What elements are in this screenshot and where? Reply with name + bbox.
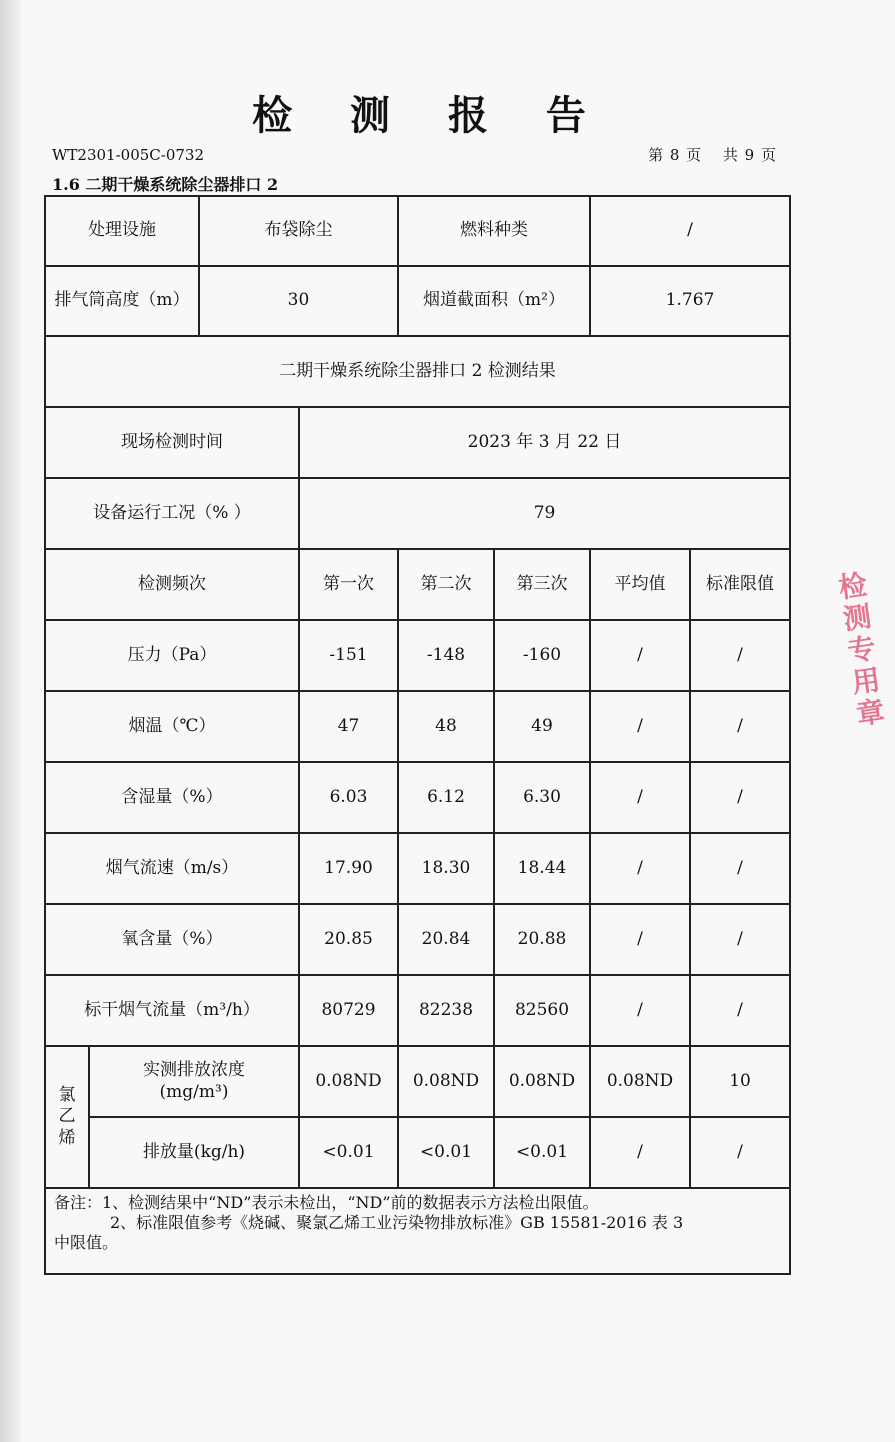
table-row [45,904,790,975]
info-row-2 [45,266,790,336]
flue-area-value: 1.767 [590,266,790,336]
page-edge-shadow [0,0,22,1442]
condition-value: 79 [299,478,790,549]
note-line: 中限值。 [54,1233,119,1252]
table-cell: 0.08ND [299,1046,398,1117]
table-cell: / [590,691,690,762]
row-label: 标干烟气流量（m³/h） [45,975,299,1046]
table-cell: / [590,762,690,833]
table-row [45,762,790,833]
stack-height-label: 排气筒高度（m） [45,266,199,336]
fuel-value: / [590,196,790,266]
note-line: 2、标准限值参考《烧碱、聚氯乙烯工业污染物排放标准》GB 15581-2016 表 3 [110,1213,684,1232]
facility-label: 处理设施 [45,196,199,266]
table-cell: <0.01 [494,1117,590,1188]
flue-area-label: 烟道截面积（m²） [398,266,590,336]
table-cell: -148 [398,620,494,691]
row-label: 氧含量（%） [45,904,299,975]
facility-value: 布袋除尘 [199,196,398,266]
table-cell: 0.08ND [398,1046,494,1117]
pollutant-name-text: 氯乙烯 [58,1085,76,1148]
table-cell: <0.01 [299,1117,398,1188]
results-heading: 二期干燥系统除尘器排口 2 检测结果 [45,336,790,407]
column-header: 第一次 [299,549,398,620]
table-cell: 18.44 [494,833,590,904]
seal-stamp: 检测专用章 [832,569,888,733]
notes-cell [45,1188,790,1274]
row-label: 烟气流速（m/s） [45,833,299,904]
column-header: 第三次 [494,549,590,620]
condition-row [45,478,790,549]
table-cell: / [590,1117,690,1188]
table-cell: 17.90 [299,833,398,904]
table-cell: 0.08ND [590,1046,690,1117]
table-cell: / [590,620,690,691]
table-row [45,691,790,762]
column-header: 平均值 [590,549,690,620]
column-header-row [45,549,790,620]
time-value: 2023 年 3 月 22 日 [299,407,790,478]
results-table [44,195,791,1275]
table-cell: 20.84 [398,904,494,975]
section-title: 1.6 二期干燥系统除尘器排口 2 [52,175,279,194]
table-cell: 20.88 [494,904,590,975]
document-title: 检 测 报 告 [252,92,608,139]
fuel-label: 燃料种类 [398,196,590,266]
table-cell: 47 [299,691,398,762]
row-label: 烟温（℃） [45,691,299,762]
conc-label-line2: (mg/m³) [159,1081,229,1102]
row-label: 压力（Pa） [45,620,299,691]
conc-label-line1: 实测排放浓度 [143,1060,245,1081]
page-indicator: 第 8 页 共 9 页 [648,146,776,164]
pollutant-conc-row [45,1046,790,1117]
rate-label: 排放量(kg/h) [89,1117,299,1188]
table-cell: 80729 [299,975,398,1046]
column-header: 检测频次 [45,549,299,620]
table-row [45,975,790,1046]
stack-height-value: 30 [199,266,398,336]
table-cell: <0.01 [398,1117,494,1188]
table-cell: / [690,620,790,691]
table-cell: / [590,975,690,1046]
table-cell: / [690,904,790,975]
table-cell: 48 [398,691,494,762]
table-cell: 0.08ND [494,1046,590,1117]
table-cell: 20.85 [299,904,398,975]
column-header: 第二次 [398,549,494,620]
table-cell: 49 [494,691,590,762]
table-cell: 18.30 [398,833,494,904]
table-cell: 82560 [494,975,590,1046]
table-cell: 6.03 [299,762,398,833]
table-cell: 6.12 [398,762,494,833]
table-cell: 82238 [398,975,494,1046]
row-label: 含湿量（%） [45,762,299,833]
report-number: WT2301-005C-0732 [52,146,205,164]
info-row-1 [45,196,790,266]
table-cell: 10 [690,1046,790,1117]
time-label: 现场检测时间 [45,407,299,478]
results-heading-row [45,336,790,407]
table-cell: / [690,833,790,904]
pollutant-name [45,1046,89,1188]
table-cell: / [690,1117,790,1188]
column-header: 标准限值 [690,549,790,620]
notes-row [45,1188,790,1274]
time-row [45,407,790,478]
condition-label: 设备运行工况（% ） [45,478,299,549]
table-cell: / [690,762,790,833]
table-cell: 6.30 [494,762,590,833]
conc-label [89,1046,299,1117]
pollutant-rate-row [45,1117,790,1188]
table-cell: -151 [299,620,398,691]
table-cell: -160 [494,620,590,691]
note-line: 备注：1、检测结果中“ND”表示未检出，“ND”前的数据表示方法检出限值。 [54,1193,599,1212]
table-cell: / [690,691,790,762]
table-cell: / [590,833,690,904]
table-row [45,620,790,691]
table-row [45,833,790,904]
table-cell: / [690,975,790,1046]
table-cell: / [590,904,690,975]
